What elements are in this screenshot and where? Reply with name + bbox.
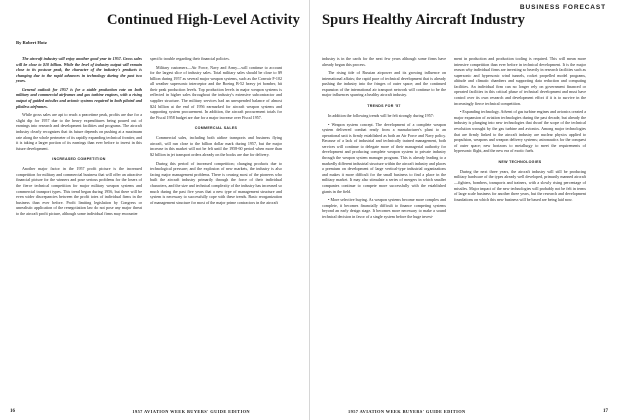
right-column-1 — [322, 56, 446, 222]
body-paragraph: • More selective buying. As weapon systems become more complex and complete, it becomes financially difficult to finance competing systems beyond an early design stage. It becomes more necessary to make a sound technical decision in favor of a single system before the huge invest- — [322, 197, 446, 219]
body-paragraph: Another major factor in the 1957 profit picture is the increased competition for military and commercial business that will offer an attractive financial picture for the winners and pose serious problems for the losers of the fierce technical competition for major military weapon systems and commercial transport types. This trend began during 1956, but there will be even wider discrepancies between the profit totes of individual firms in the business than ever before. Profit limiting legislation by Congress or unrealistic application of the renegotiation law do not pose any major threat to the aircraft profit picture, although some individual firms may encounter — [16, 166, 142, 216]
body-paragraph: During the next three years, the aircraft industry will still be producing military hardware of the types already well developed, primarily manned aircraft—fighters, bombers, transports and trainers, with a slowly rising percentage of missiles. Major impact of the new technologies will probably not be felt in terms of large scale business for another three years, but the research and development foundations on which this new business will be based are being laid now. — [454, 168, 586, 202]
byline: By Robert Hotz — [16, 40, 47, 45]
body-paragraph: Military customers—Air Force, Navy and Army—will continue to account for the largest slice of industry sales. Total military sales should be close to $9 billion during 1957 as several major weapon systems, such as the Convair F-102 all weather supersonic interceptor and the Boeing B-52 heavy jet bomber, hit their peak production levels. Top production levels in major weapon systems is reflected in higher sales throughout the industry's extensive subcontractor and supplier structure. The military services had an unexpended balance of almost $24 billion at the end of 1956 earmarked for aircraft weapon systems and supporting system procurement. In addition, the aircraft procurement totals for the Fiscal 1958 budget are due for a major increase over Fiscal 1957. — [150, 64, 282, 120]
body-paragraph: industry is in the cards for the next few years although some firms have already begun this process. — [322, 56, 446, 67]
section-heading-increased-competition: INCREASED COMPETITION — [52, 157, 106, 162]
left-page-title: Continued High-Level Activity — [106, 12, 300, 28]
section-heading-trends: TRENDS FOR '57 — [367, 104, 401, 109]
lead-paragraph-2: General outlook for 1957 is for a stable production rate on both military and commercial airframes and gas turbine engines, with a rising output of guided missiles and avionic systems required in both piloted and pilotless airframes. — [16, 86, 142, 109]
body-paragraph: • Expanding technology. Advent of gas turbine engines and avionics created a major expansion of aviation technologies during the past decade, but already the industry is plunging into new technologies that dwarf the scope of the technical revolution wrought by the gas turbine and avionics. Among major technologies that are firmly linked to the aircraft industry are nuclear physics applied to propulsion, weapons and weapon delivery systems; astronautics for the conquest of outer space; new horizons to metallurgy to meet the requirements of hypersonic flight, and the new era of exotic fuels. — [454, 109, 586, 154]
body-paragraph: In addition the following trends will be felt strongly during 1957: — [328, 113, 434, 118]
body-paragraph: • Weapon system concept. The development of a complete weapon system delivered combat ready from a manufacturer's plant to an operational unit is firmly established as both an Air Force and Navy policy. Because of a lack of industrial and technically trained management, both services will continue to delegate more of their managerial authority for development and producing complete weapon system to private industry through the weapon system manager program. This is already leading to a markedly different industrial structure within the aircraft industry and places a premium on development of large vertical-type industrial organizations and makes it more difficult for the small business to find a place in the military market. It may also stimulate a series of mergers in which smaller companies continue to compete more successfully with the established giants in the field. — [322, 121, 446, 194]
body-paragraph: Commercial sales, including both airline transports and business flying aircraft, will run close to the billion dollar mark during 1957, but the major increase in this market will not be felt until the 1958-60 period when more than $2 billion in jet transport orders already on the books are due for delivery. — [150, 135, 282, 158]
footer-right: 1957 AVIATION WEEK BUYERS' GUIDE EDITION — [348, 409, 466, 414]
right-page-title: Spurs Healthy Aircraft Industry — [322, 12, 526, 28]
right-page — [310, 0, 620, 420]
lead-paragraph-1: The aircraft industry will enjoy another good year in 1957. Gross sales will be close to $10 billion. While the level of industry output will remain close to its postwar peak, the character of the industry's products is changing due to the rapid advances in technology during the past two years. — [16, 56, 142, 84]
left-column-1 — [16, 56, 142, 219]
footer-left: 1957 AVIATION WEEK BUYERS' GUIDE EDITION — [132, 409, 250, 414]
body-paragraph: The rising tide of Russian airpower and its growing influence on international affairs; the rapid pace of technical development that is already pushing the industry into the fringes of outer space; and the continued expansion of the international air transport network will continue to be the major influences spurring a healthy aircraft industry. — [322, 70, 446, 98]
section-heading-commercial-sales: COMMERCIAL SALES — [194, 126, 238, 131]
body-paragraph: While gross sales are apt to reach a peacetime peak, profits are due for a slight dip for 1957 due to the heavy expenditures being poured out of earnings into research and development facilities and programs. The aircraft industry clearly recognizes that its future depends on pushing at a maximum rate along the whole perimeter of its rapidly expanding technical frontier, and it is taking a larger portion of its earnings than ever before to invest in this future development. — [16, 112, 142, 151]
page-number-left: 16 — [10, 409, 15, 414]
body-paragraph: ment in production and production tooling is required. This will mean more intensive competition than ever before in technical development. It is the major reason why individual firms are investing so heavily in research facilities such as supersonic and hypersonic wind tunnels, rocket propelled model programs, altitude and climatic chambers and supporting data reduction and computing facilities. An individual firm can no longer rely on government financed or operated facilities in this critical phase of technical development and must have control over its own research and development effort if it is to survive in the increasingly fierce technical competition. — [454, 56, 586, 106]
left-column-2 — [150, 56, 282, 208]
right-column-2 — [454, 56, 586, 205]
body-paragraph: During this period of increased competition; changing products due to technological pressure; and the explosion of new markets, the industry is also facing major management problems. There is ceasing most of the pioneers who built the aircraft industry primarily through the force of their individual characters, and the size and technical complexity of the industry has increased so much during the past five years that a new type of management structure and system is necessary to successfully cope with these trends. Basic reorganization of management structure for most of the major prime contractors in the aircraft — [150, 160, 282, 205]
page-number-right: 17 — [603, 409, 608, 414]
section-heading-new-technologies: NEW TECHNOLOGIES — [498, 159, 542, 164]
body-paragraph: specific trouble regarding their financial policies. — [150, 56, 230, 61]
section-kicker: BUSINESS FORECAST — [519, 4, 606, 11]
